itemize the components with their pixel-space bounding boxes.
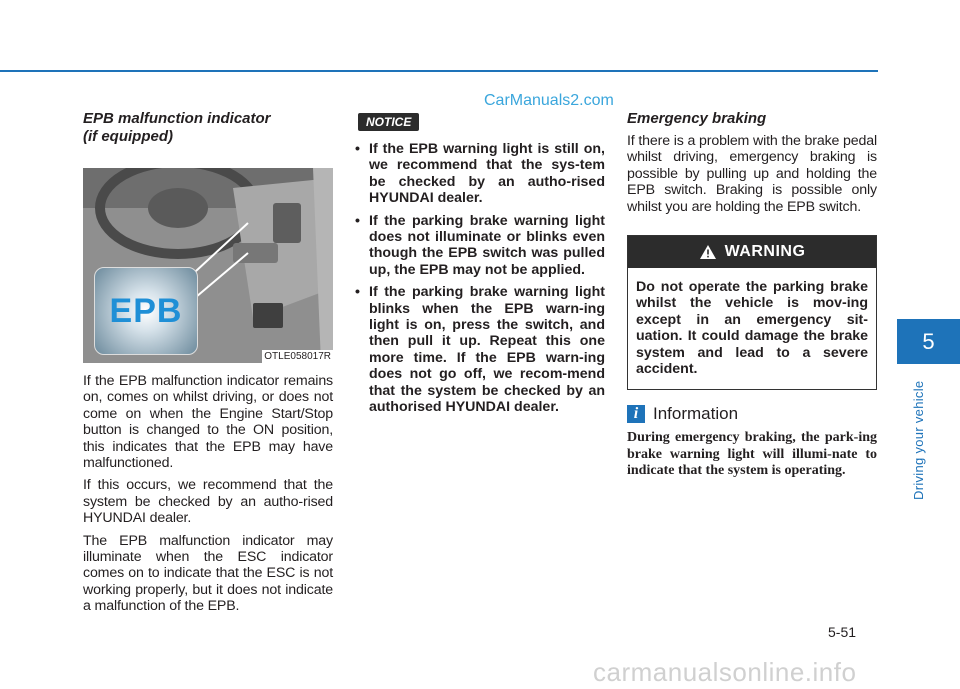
dashboard-figure [83, 168, 333, 363]
paragraph: If this occurs, we recommend that the system be checked by an autho-rised HYUNDAI dealer. [83, 477, 333, 527]
list-item: • If the EPB warning light is still on, we recommend that the sys-tem be checked by an autho-rised HYUNDAI dealer. [355, 141, 605, 207]
notice-list [355, 141, 605, 416]
column-epb-indicator [83, 110, 333, 615]
section-title-emergency: Emergency braking [627, 110, 767, 127]
watermark-top: CarManuals2.com [484, 92, 614, 109]
section-title-epb [83, 110, 333, 146]
information-heading [627, 404, 877, 424]
list-item: • If the parking brake warning light blinks when the EPB warn-ing light is on, press the switch, and then pull it up. Repeat this one more time. If the EPB warn-ing does not go off, we recom-mend that the system be checked by an authorised HYUNDAI dealer. [355, 284, 605, 416]
title-line-2: (if equipped) [83, 128, 173, 145]
epb-indicator-callout [94, 267, 198, 355]
watermark-bottom: carmanualsonline.info [593, 657, 857, 687]
information-title: Information [653, 404, 739, 424]
warning-box [627, 235, 877, 390]
epb-indicator-text: EPB [109, 291, 183, 330]
information-text: During emergency braking, the park-ing brake warning light will illumi-nate to indicate that the system is operating. [627, 430, 877, 479]
information-icon: i [627, 405, 645, 423]
figure-label: OTLE058017R [264, 351, 331, 362]
warning-text: Do not operate the parking brake whilst the vehicle is mov-ing except in an emergency sit-uation. It could damage the brake system and lead to a severe accident. [636, 279, 868, 378]
title-line-1: EPB malfunction indicator [83, 110, 271, 127]
bullet-icon: • [355, 141, 360, 157]
warning-label: WARNING [724, 243, 806, 261]
paragraph: If the EPB malfunction indicator remains on, comes on whilst driving, or does not come on when the Engine Start/Stop button is changed to the ON position, this indicates that the EPB may have malfunctioned. [83, 373, 333, 472]
notice-badge: NOTICE [358, 113, 419, 131]
column-emergency-braking [627, 110, 877, 479]
paragraph: If there is a problem with the brake pedal whilst driving, emergency braking is possible by pulling up and holding the EPB switch. Braking is possible only whilst you are holding the EPB switch. [627, 133, 878, 215]
bullet-icon: • [355, 212, 360, 229]
side-label: Driving your vehicle [911, 380, 926, 500]
paragraph: The EPB malfunction indicator may illuminate when the ESC indicator comes on to indicate that the ESC is not working properly, but it does not indicate a malfunction of the EPB. [83, 532, 333, 615]
list-item: • If the parking brake warning light does not illuminate or blinks even though the EPB switch was pulled up, the EPB may not be applied. [355, 212, 605, 278]
header-rule [0, 70, 878, 72]
column-notice [355, 110, 605, 422]
chapter-tab: 5 [897, 319, 960, 364]
warning-header [628, 236, 876, 268]
bullet-icon: • [355, 284, 360, 301]
page-number: 5-51 [828, 624, 857, 640]
warning-triangle-icon [699, 244, 717, 260]
